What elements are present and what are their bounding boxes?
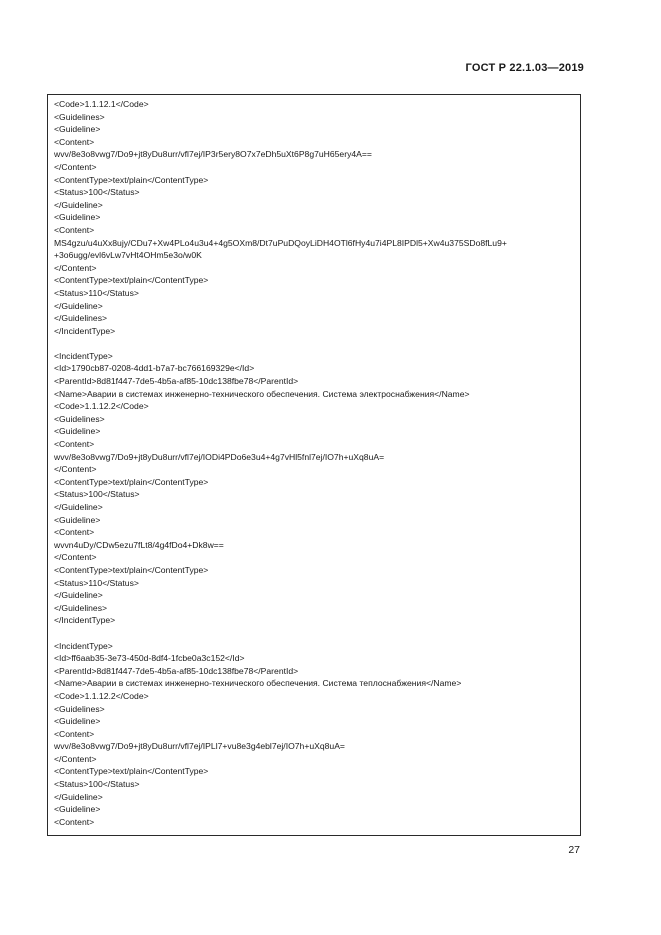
- code-line: <ContentType>text/plain</ContentType>: [54, 174, 209, 185]
- code-line: <ContentType>text/plain</ContentType>: [54, 275, 209, 286]
- blank-line: [54, 337, 576, 350]
- code-line: </Content>: [54, 161, 97, 172]
- code-line: <Name>Аварии в системах инженерно-технического обеспечения. Система теплоснабжения</Name>: [54, 678, 462, 689]
- code-line: <IncidentType>: [54, 350, 113, 361]
- code-line: </Guidelines>: [54, 602, 108, 613]
- code-line: wvv/8e3o8vwg7/Do9+jt8yDu8urr/vfl7ej/IP3r5ery8O7x7eDh5uXt6P8g7uH65ery4A==: [54, 149, 372, 160]
- code-line: wvvn4uDy/CDw5ezu7fLt8/4g4fDo4+Dk8w==: [54, 539, 224, 550]
- code-line: <Status>100</Status>: [54, 779, 140, 790]
- code-line: <Guideline>: [54, 124, 101, 135]
- code-line: <ContentType>text/plain</ContentType>: [54, 766, 209, 777]
- code-line: </Guidelines>: [54, 313, 108, 324]
- code-line: <Guideline>: [54, 804, 101, 815]
- code-line: <Code>1.1.12.2</Code>: [54, 401, 149, 412]
- code-line: <Guideline>: [54, 212, 101, 223]
- code-line: </Guideline>: [54, 300, 103, 311]
- code-line: </Content>: [54, 552, 97, 563]
- code-line: <Content>: [54, 136, 95, 147]
- page-number: 27: [568, 844, 580, 856]
- blank-line: [54, 627, 576, 640]
- code-line: <Guideline>: [54, 716, 101, 727]
- code-line: </Content>: [54, 753, 97, 764]
- code-line: <Content>: [54, 816, 95, 827]
- code-line: <Code>1.1.12.1</Code>: [54, 99, 149, 109]
- code-line: <Id>1790cb87-0208-4dd1-b7a7-bc766169329e</Id>: [54, 363, 255, 374]
- code-line: </Guideline>: [54, 502, 103, 512]
- code-line: <Id>ff6aab35-3e73-450d-8df4-1fcbe0a3c152</Id>: [54, 653, 245, 664]
- code-line: +3o6ugg/evl6vLw7vHt4OHm5e3o/w0K: [54, 250, 202, 261]
- code-line: wvv/8e3o8vwg7/Do9+jt8yDu8urr/vfl7ej/IODi4PDo6e3u4+4g7vHl5fnl7ej/IO7h+uXq8uA=: [54, 451, 385, 462]
- code-line: <Code>1.1.12.2</Code>: [54, 690, 149, 701]
- code-line: </Guideline>: [54, 590, 103, 601]
- code-line: <Guidelines>: [54, 413, 105, 424]
- code-line: <ContentType>text/plain</ContentType>: [54, 476, 209, 487]
- code-line: </Guideline>: [54, 199, 103, 210]
- code-line: <ParentId>8d81f447-7de5-4b5a-af85-10dc138fbe78</ParentId>: [54, 376, 299, 387]
- code-line: <Guidelines>: [54, 703, 105, 714]
- code-line: <Guideline>: [54, 514, 101, 525]
- code-line: wvv/8e3o8vwg7/Do9+jt8yDu8urr/vfl7ej/IPLl7+vu8e3g4ebl7ej/IO7h+uXq8uA=: [54, 741, 345, 752]
- code-line: <Status>110</Status>: [54, 577, 139, 588]
- code-line: <Status>100</Status>: [54, 489, 140, 500]
- code-line: <Guideline>: [54, 426, 101, 437]
- code-line: <Content>: [54, 728, 95, 739]
- code-line: </Guideline>: [54, 791, 103, 802]
- code-line: <ParentId>8d81f447-7de5-4b5a-af85-10dc138fbe78</ParentId>: [54, 665, 299, 676]
- code-line: <Content>: [54, 224, 95, 235]
- code-line: </Content>: [54, 464, 97, 475]
- code-line: <Status>100</Status>: [54, 187, 140, 198]
- code-line: MS4gzu/u4uXx8ujy/CDu7+Xw4PLo4u3u4+4g5OXm8/Dt7uPuDQoyLiDH4OTl6fHy4u7i4PL8IPDl5+Xw4u375SDo8fLu9+: [54, 237, 507, 248]
- code-line: <Status>110</Status>: [54, 287, 139, 298]
- code-line: <ContentType>text/plain</ContentType>: [54, 564, 209, 575]
- code-line: </Content>: [54, 262, 97, 273]
- code-line: <Content>: [54, 527, 95, 538]
- code-line: </IncidentType>: [54, 325, 116, 336]
- code-line: <Guidelines>: [54, 111, 105, 122]
- code-line: <Name>Аварии в системах инженерно-технического обеспечения. Система электроснабжения</Name>: [54, 388, 470, 399]
- code-listing-frame: [47, 94, 581, 836]
- document-standard-header: ГОСТ Р 22.1.03—2019: [465, 62, 584, 74]
- code-line: <Content>: [54, 439, 95, 450]
- code-listing: [54, 98, 576, 828]
- code-line: </IncidentType>: [54, 615, 116, 626]
- code-line: <IncidentType>: [54, 640, 113, 651]
